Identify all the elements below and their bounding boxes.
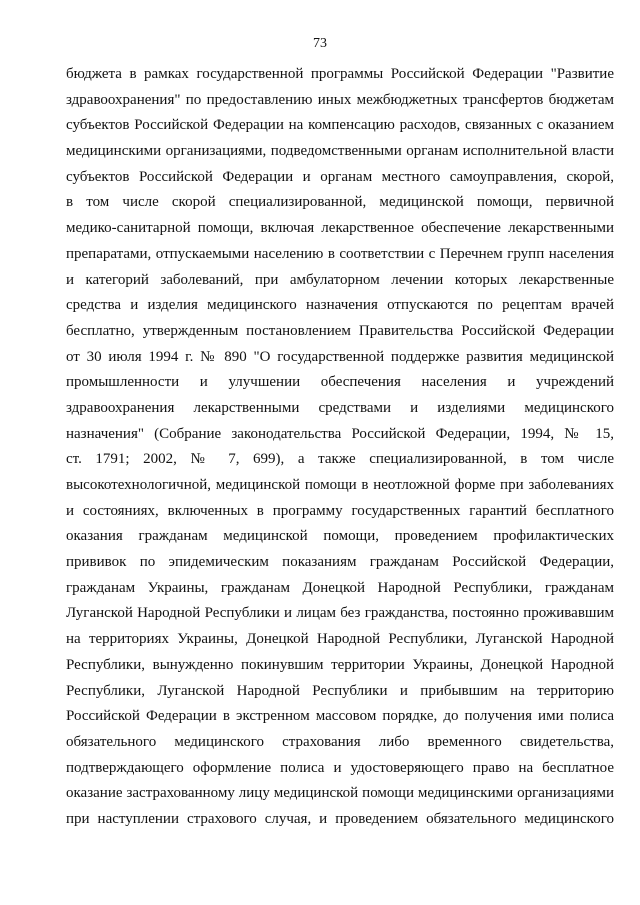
text-line: здравоохранения" по предоставлению иных межбюджетных трансфертов бюджетам bbox=[66, 91, 614, 108]
text-line: оказания гражданам медицинской помощи, проведением профилактических bbox=[66, 528, 614, 545]
text-line: субъектов Российской Федерации на компенсацию расходов, связанных с оказанием bbox=[66, 117, 614, 134]
text-line: ст. 1791; 2002, № 7, 699), а также специализированной, в том числе bbox=[66, 451, 614, 468]
text-line: Республики, вынужденно покинувшим территории Украины, Донецкой Народной bbox=[66, 656, 614, 673]
text-line: субъектов Российской Федерации и органам местного самоуправления, скорой, bbox=[66, 168, 614, 185]
text-line: обязательного медицинского страхования либо временного свидетельства, bbox=[66, 733, 614, 750]
text-line: бюджета в рамках государственной программы Российской Федерации "Развитие bbox=[66, 66, 614, 82]
text-line: промышленности и улучшении обеспечения населения и учреждений bbox=[66, 374, 614, 391]
text-line: медико-санитарной помощи, включая лекарственное обеспечение лекарственными bbox=[66, 220, 614, 237]
text-line: на территориях Украины, Донецкой Народной Республики, Луганской Народной bbox=[66, 631, 614, 648]
text-line: оказание застрахованному лицу медицинской помощи медицинскими организациями bbox=[66, 785, 614, 802]
text-line: Российской Федерации в экстренном массовом порядке, до получения ими полиса bbox=[66, 708, 614, 725]
text-line: от 30 июля 1994 г. № 890 "О государственной поддержке развития медицинской bbox=[66, 348, 614, 365]
text-line: Республики, Луганской Народной Республики и прибывшим на территорию bbox=[66, 682, 614, 699]
text-line: препаратами, отпускаемыми населению в соответствии с Перечнем групп населения bbox=[66, 245, 614, 262]
page-number: 73 bbox=[313, 36, 327, 51]
text-line: медицинскими организациями, подведомственными органам исполнительной власти bbox=[66, 143, 614, 160]
text-line: и состояниях, включенных в программу государственных гарантий бесплатного bbox=[66, 502, 614, 519]
text-line: здравоохранения лекарственными средствами и изделиями медицинского bbox=[66, 399, 614, 416]
text-line: и категорий заболеваний, при амбулаторном лечении которых лекарственные bbox=[66, 271, 614, 288]
text-line: в том числе скорой специализированной, медицинской помощи, первичной bbox=[66, 194, 614, 211]
text-line: при наступлении страхового случая, и проведением обязательного медицинского bbox=[66, 810, 614, 827]
text-line: назначения" (Собрание законодательства Российской Федерации, 1994, № 15, bbox=[66, 425, 614, 442]
text-line: гражданам Украины, гражданам Донецкой Народной Республики, гражданам bbox=[66, 579, 614, 596]
text-line: прививок по эпидемическим показаниям гражданам Российской Федерации, bbox=[66, 554, 614, 571]
text-line: высокотехнологичной, медицинской помощи в неотложной форме при заболеваниях bbox=[66, 477, 614, 493]
text-line: бесплатно, утвержденным постановлением Правительства Российской Федерации bbox=[66, 322, 614, 339]
text-line: Луганской Народной Республики и лицам без гражданства, постоянно проживавшим bbox=[66, 605, 614, 622]
text-line: средства и изделия медицинского назначения отпускаются по рецептам врачей bbox=[66, 297, 614, 314]
text-line: подтверждающего оформление полиса и удостоверяющего право на бесплатное bbox=[66, 759, 614, 776]
body-text bbox=[66, 62, 614, 833]
